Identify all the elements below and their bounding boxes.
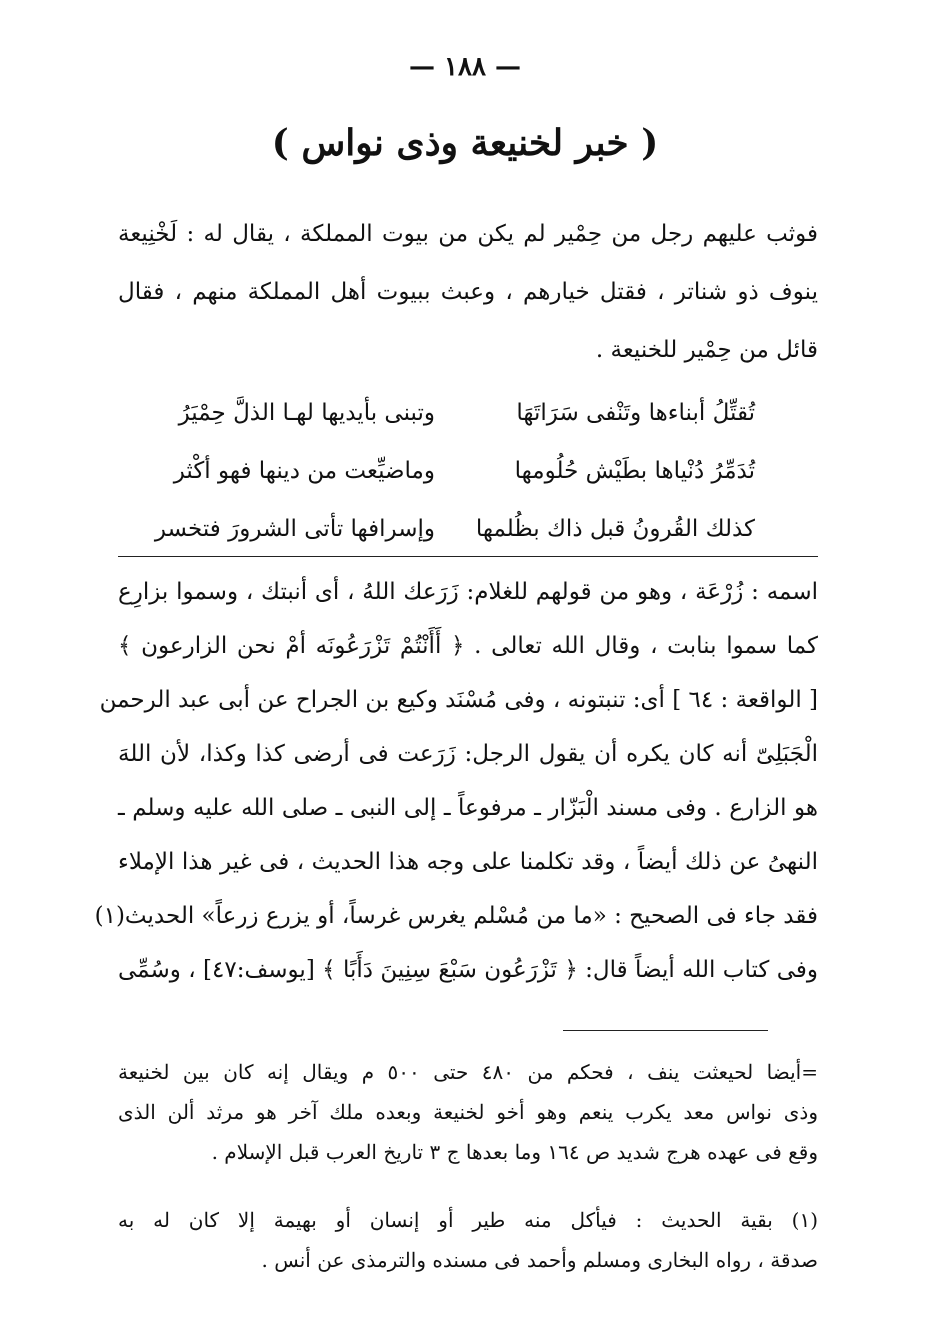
verse-second-hemistich: وماضيِّعت من دينها فهو أكْثر xyxy=(173,458,435,484)
footnote-divider xyxy=(563,1030,768,1031)
footnote-1 xyxy=(118,1200,818,1280)
footnote-line: صدقة ، رواه البخارى ومسلم وأحمد فى مسنده والترمذى عن أنس . xyxy=(261,1248,818,1272)
notes-paragraph xyxy=(94,565,818,997)
poem-verse xyxy=(165,384,755,442)
verse-second-hemistich: وتبنى بأيديها لهـا الذلَّ حِمْيَرُ xyxy=(178,400,435,426)
intro-line: ينوف ذو شناتر ، فقتل خيارهم ، وعبث ببيوت أهل المملكة منهم ، فقال xyxy=(118,279,818,305)
footnote-continued xyxy=(118,1052,818,1172)
notes-line: الْجَبَلِىّ أنه كان يكره أن يقول الرجل: زَرَعت فى أرضى كذا وكذا، لأن اللهَ xyxy=(118,741,818,767)
section-title: ( خبر لخنيعة وذى نواس ) xyxy=(271,122,659,164)
section-divider xyxy=(118,556,818,557)
intro-paragraph xyxy=(118,205,818,379)
notes-line: هو الزارع . وفى مسند الْبَزّار ـ مرفوعاً ـ إلى النبى ـ صلى الله عليه وسلم ـ xyxy=(118,795,818,821)
notes-line: فقد جاء فى الصحيح : «ما من مُسْلم يغرس غرساً، أو يزرع زرعاً» الحديث(١) xyxy=(94,903,818,929)
notes-line: اسمه : زُرْعَة ، وهو من قولهم للغلام: زَرَعك اللهُ ، أى أنبتك ، وسموا بزارِع xyxy=(118,579,818,605)
footnote-line: =أيضا لحيعثت ينف ، فحكم من ٤٨٠ حتى ٥٠٠ م ويقال إنه كان بين لخنيعة xyxy=(118,1060,818,1084)
notes-line: [ الواقعة : ٦٤ ] أى: تنبتونه ، وفى مُسْنَد وكيع بن الجراح عن أبى عبد الرحمن xyxy=(99,687,818,713)
notes-line: وفى كتاب الله أيضاً قال: ﴿ تَزْرَعُون سَبْعَ سِنِينَ دَأَبًا ﴾ [يوسف:٤٧] ، وسُمِّى xyxy=(118,957,818,983)
poem-verse xyxy=(154,500,755,558)
footnote-line: وقع فى عهده هرج شديد ص ١٦٤ وما بعدها ج ٣ تاريخ العرب قبل الإسلام . xyxy=(211,1140,818,1164)
verse-first-hemistich: تُدَمِّرُ دُنْياها بطَيْش حُلُومها xyxy=(514,458,755,484)
page-number: — ١٨٨ — xyxy=(408,52,522,82)
notes-line: النهىُ عن ذلك أيضاً ، وقد تكلمنا على وجه هذا الحديث ، فى غير هذا الإملاء xyxy=(118,849,818,875)
notes-line: كما سموا بنابت ، وقال الله تعالى . ﴿ أَأَنْتُمْ تَزْرَعُونَه أمْ نحن الزارعون ﴾ xyxy=(118,633,818,659)
poem-verse xyxy=(165,442,755,500)
intro-line: فوثب عليهم رجل من حِمْير لم يكن من بيوت المملكة ، يقال له : لَخْنِيعة xyxy=(118,221,818,247)
intro-line: قائل من حِمْير للخنيعة . xyxy=(595,337,818,363)
verse-first-hemistich: تُقتِّلُ أبناءها وتَنْفى سَرَاتَهَا xyxy=(516,400,755,426)
footnote-line: (١) بقية الحديث : فيأكل منه طير أو إنسان أو بهيمة إلا كان له به xyxy=(118,1208,819,1232)
verse-first-hemistich: كذلك القُرونُ قبل ذاك بظُلمها xyxy=(475,516,755,542)
poem xyxy=(154,384,755,558)
verse-second-hemistich: وإسرافها تأتى الشرورَ فتخسر xyxy=(154,516,435,542)
footnote-line: وذى نواس معد يكرب ينعم وهو أخو لخنيعة وبعده ملك آخر هو مرثد ألن الذى xyxy=(118,1100,818,1124)
